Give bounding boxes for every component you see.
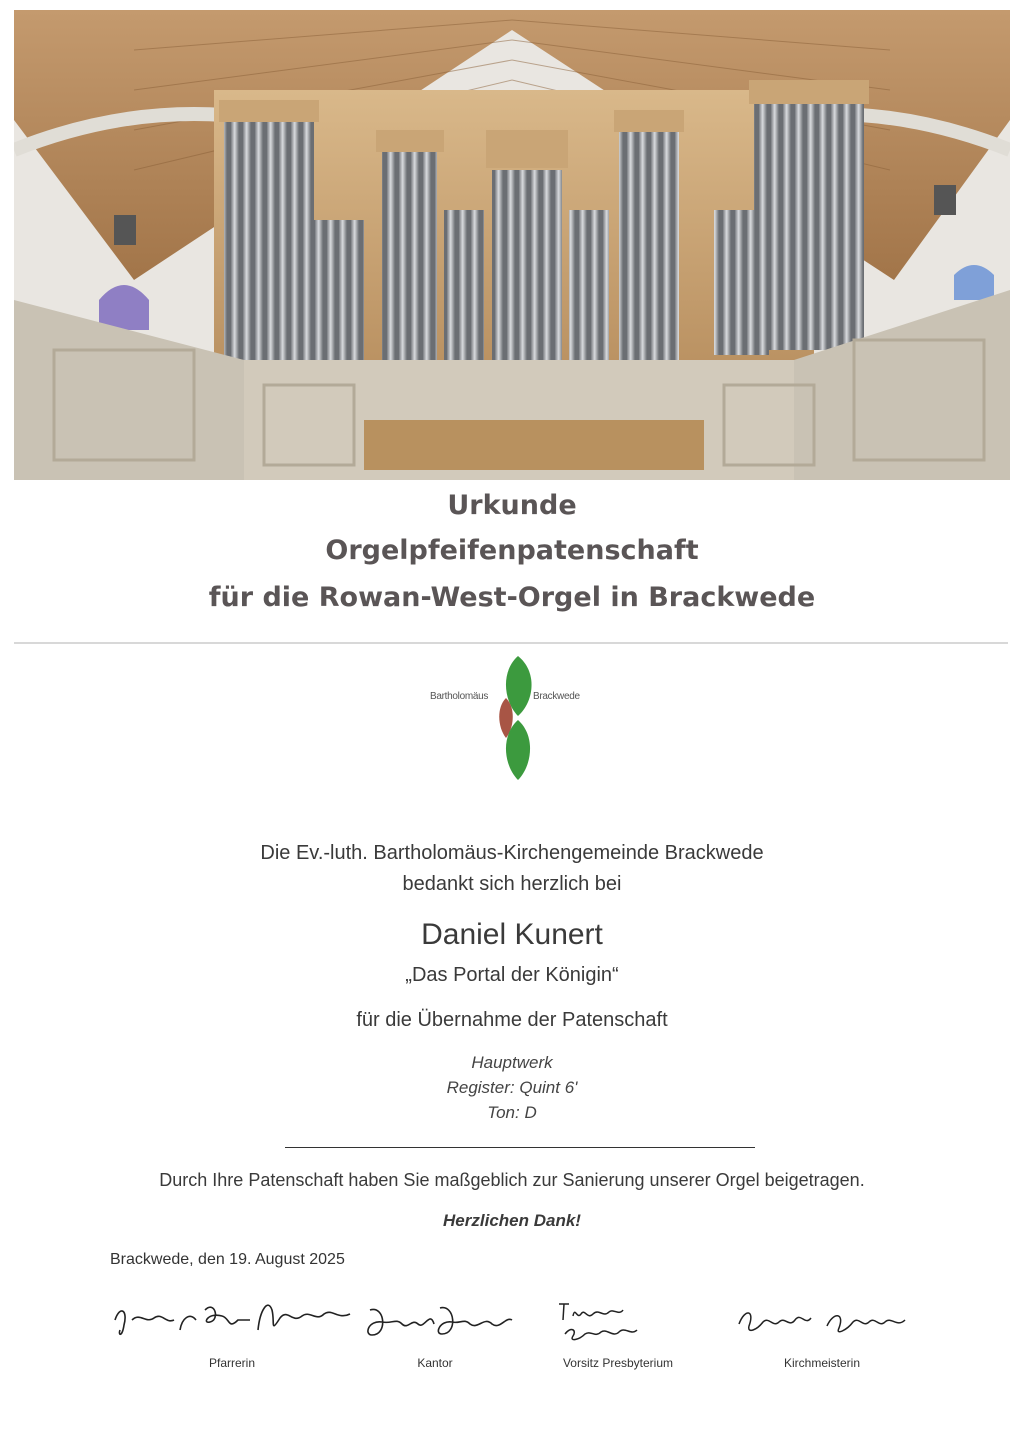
certificate-organ-name: für die Rowan-West-Orgel in Brackwede <box>208 582 816 613</box>
intro-line-2: bedankt sich herzlich bei <box>402 873 622 895</box>
certificate-subtitle: Orgelpfeifenpatenschaft <box>325 535 699 566</box>
signature-pfarrerin <box>110 1290 360 1350</box>
divider-middle <box>285 1147 755 1148</box>
handwritten-signature-icon <box>735 1290 915 1350</box>
role-kantor: Kantor <box>417 1356 453 1370</box>
closing-text: Durch Ihre Patenschaft haben Sie maßgeblich zur Sanierung unserer Orgel beigetragen. <box>159 1170 865 1190</box>
organ-photo <box>14 10 1010 480</box>
organ-division: Hauptwerk <box>471 1053 553 1072</box>
parish-logo <box>420 650 610 790</box>
role-pfarrerin: Pfarrerin <box>208 1356 255 1370</box>
leaf-logo-icon <box>420 650 610 790</box>
role-kirchmeisterin: Kirchmeisterin <box>783 1356 861 1370</box>
organ-tone: Ton: D <box>487 1103 537 1122</box>
organ-register: Register: Quint 6' <box>446 1078 578 1097</box>
role-presbyterium: Vorsitz Presbyterium <box>562 1356 674 1370</box>
sponsor-alias: „Das Portal der Königin“ <box>405 964 619 986</box>
church-organ-photo-icon <box>14 10 1010 480</box>
intro-line-1: Die Ev.-luth. Bartholomäus-Kirchengemeinde Brackwede <box>260 842 764 864</box>
handwritten-signature-icon <box>360 1290 520 1350</box>
handwritten-signature-icon <box>110 1290 360 1350</box>
logo-right-text: Brackwede <box>533 691 580 702</box>
signature-kirchmeisterin <box>735 1290 915 1350</box>
takeover-text: für die Übernahme der Patenschaft <box>356 1009 668 1031</box>
signature-kantor <box>360 1290 520 1350</box>
logo-left-text: Bartholomäus <box>430 691 489 702</box>
handwritten-signature-icon <box>555 1290 665 1350</box>
thanks-text: Herzlichen Dank! <box>443 1211 581 1230</box>
sponsor-name: Daniel Kunert <box>421 918 603 951</box>
certificate-title: Urkunde <box>447 490 577 521</box>
place-date: Brackwede, den 19. August 2025 <box>110 1251 345 1268</box>
signature-presbyterium <box>555 1290 665 1350</box>
divider-top <box>14 642 1008 644</box>
